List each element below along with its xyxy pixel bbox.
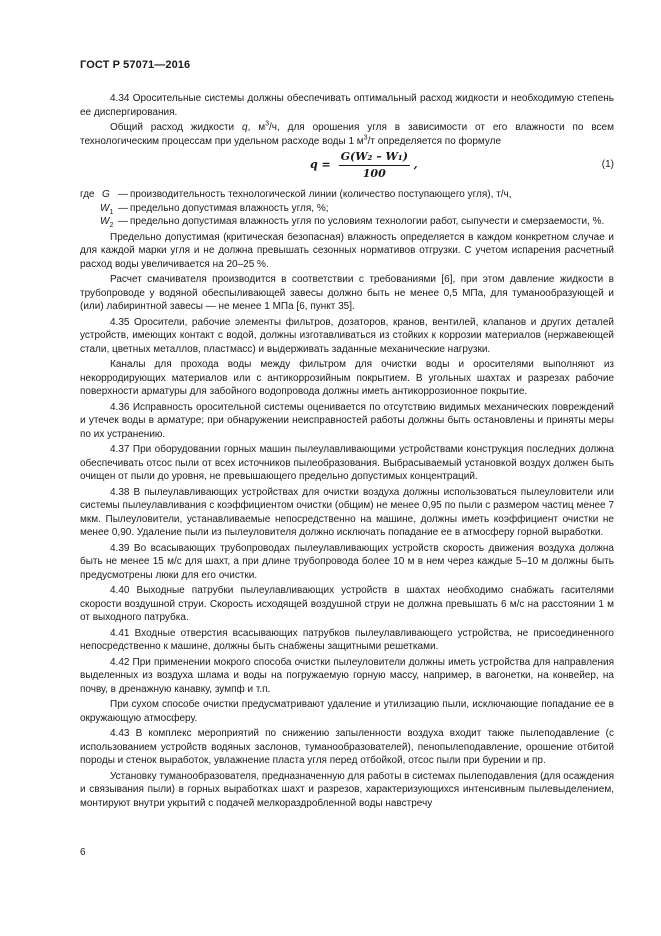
definition-w2: $W_2$ — предельно допустимая влажность угля по условиям технологии работ, сыпучести и смерзаемости, %.: [100, 216, 605, 229]
formula-denominator: 100: [362, 166, 386, 180]
formula-fraction: [339, 150, 410, 180]
limit-moisture-paragraph: Предельно допустимая (критическая безопасная) влажность определяется в каждом конкретном случае и для каждой марки угля и не должна превышать сезонных нормативов отгрузки. С учетом испарения расчетный расход воды увеличивается на 20–25 %.: [80, 231, 614, 270]
clause-4-40: 4.40 Выходные патрубки пылеулавливающих устройств в шахтах необходимо снабжать гасителями скорости воздушной струи. Скорость исходящей воздушной струи не должна превышать 6 м/с на расстоянии 1 м от выходного патрубка.: [80, 585, 614, 623]
clause-4-38: 4.38 В пылеулавливающих устройствах для очистки воздуха должны использоваться пылеуловители или системы пылеулавливания с коэффициентом очистки (общим) не менее 0,95 по пыли с размером частиц менее 7 мкм. Пылеуловители, устанавливаемые непосредственно на машине, должны иметь коэффициент очистки не менее 0,90. Удаление пыли из пылеуловителя должно исключать попадание ее в атмосферу горной выработки.: [80, 486, 614, 538]
clause-4-34: 4.34 Оросительные системы должны обеспечивать оптимальный расход жидкости и необходимую степень ее диспергирования.: [80, 93, 614, 118]
page-number: 6: [80, 847, 86, 858]
formula-definitions: [80, 188, 614, 229]
definition-w1: $W_1$ — предельно допустимая влажность угля, %;: [100, 202, 329, 216]
channels-paragraph: Каналы для прохода воды между фильтром для очистки воды и оросителями выполняют из некорродирующих материалов или с антикоррозийным покрытием. В угольных шахтах и разрезах рабочие поверхности арматуры для забойного водопровода должны иметь антикоррозионное покрытие.: [80, 359, 614, 397]
clause-4-35: 4.35 Оросители, рабочие элементы фильтров, дозаторов, кранов, вентилей, клапанов и других деталей устройств, имеющих контакт с водой, должны изготавливаться из стойких к коррозии материалов (нержавеющей стали, цветных металлов, пластмасс) и выдерживать заданные механические нагрузки.: [80, 316, 614, 355]
document-body: [80, 92, 614, 812]
wetting-agent-paragraph: Расчет смачивателя производится в соответствии с требованиями [6], при этом давление жидкости в трубопроводе у водяной обеспыливающей завесы должно быть не менее 0,5 МПа, для туманообразующей и (или) лабиринтной завесы — не менее 1 МПа [6, пункт 35].: [80, 274, 614, 312]
clause-4-41: 4.41 Входные отверстия всасывающих патрубков пылеулавливающего устройства, не присоединенного непосредственно к машине, должны быть снабжены защитными решетками.: [80, 627, 614, 652]
clause-4-42: 4.42 При применении мокрого способа очистки пылеуловители должны иметь устройства для направления выделенных из воздуха шлама и воды на погружаемую горную массу, например, в вагонетки, на конвейер, на почву, в дренажную канавку, зумпф и т.п.: [80, 656, 614, 695]
clause-4-36: 4.36 Исправность оросительной системы оценивается по отсутствию видимых механических повреждений и утечек воды в арматуре; при обнаружении неисправностей работы должны быть остановлены и приняты меры по их устранению.: [80, 401, 614, 440]
total-consumption-paragraph: Общий расход жидкости q, $м^3/ч$, для орошения угля в зависимости от его влажности по всем технологическим процессам при удельном расходе воды 1 $м^3/т$ определяется по формуле: [80, 120, 614, 147]
document-header: ГОСТ Р 57071—2016: [80, 59, 191, 71]
clause-4-43: 4.43 В комплекс мероприятий по снижению запыленности воздуха входит также пылеподавление (с использованием устройств водяных заслонов, туманообразователей), пенопылеподавление, орошение отбитой породы и стенок выработок, увлажнение пласта угля перед отбойкой, отсос пыли при бурении и пр.: [80, 728, 614, 766]
fog-generator-paragraph: Установку туманообразователя, предназначенную для работы в системах пылеподавления (для осаждения и связывания пыли) в горных выработках шахт и разрезов, характеризующихся интенсивным пылевыделением, монтируют внутри укрытий с подачей мелкораздробленной воды навстречу: [80, 770, 614, 809]
formula-1: [80, 150, 614, 184]
clause-4-37: 4.37 При оборудовании горных машин пылеулавливающими устройствами конструкция последних должна обеспечивать отсос пыли от всех источников пылеобразования. Выбрасываемый установкой воздух должен быть очищен от пыли до уровня, не превышающего предельно допустимых концентраций.: [80, 444, 614, 482]
definition-g: где G — производительность технологической линии (количество поступающего угля), т/ч,: [80, 189, 512, 200]
formula-expression: q = $\frac{\text{G(W₂ – W₁)}}{100}$ ,: [310, 150, 418, 180]
clause-4-39: 4.39 Во всасывающих трубопроводах пылеулавливающих устройств скорость движения воздуха должна быть не менее 15 м/с для шахт, а при длине трубопровода более 10 м в нем через каждые 5–10 м должны быть предусмотрены люки для его очистки.: [80, 542, 614, 581]
dry-method-paragraph: При сухом способе очистки предусматривают удаление и утилизацию пыли, исключающие попадание ее в окружающую атмосферу.: [80, 699, 614, 724]
formula-numerator: G(W₂ – W₁): [339, 150, 410, 166]
formula-number: (1): [601, 159, 614, 170]
formula-lhs: q =: [310, 158, 331, 172]
